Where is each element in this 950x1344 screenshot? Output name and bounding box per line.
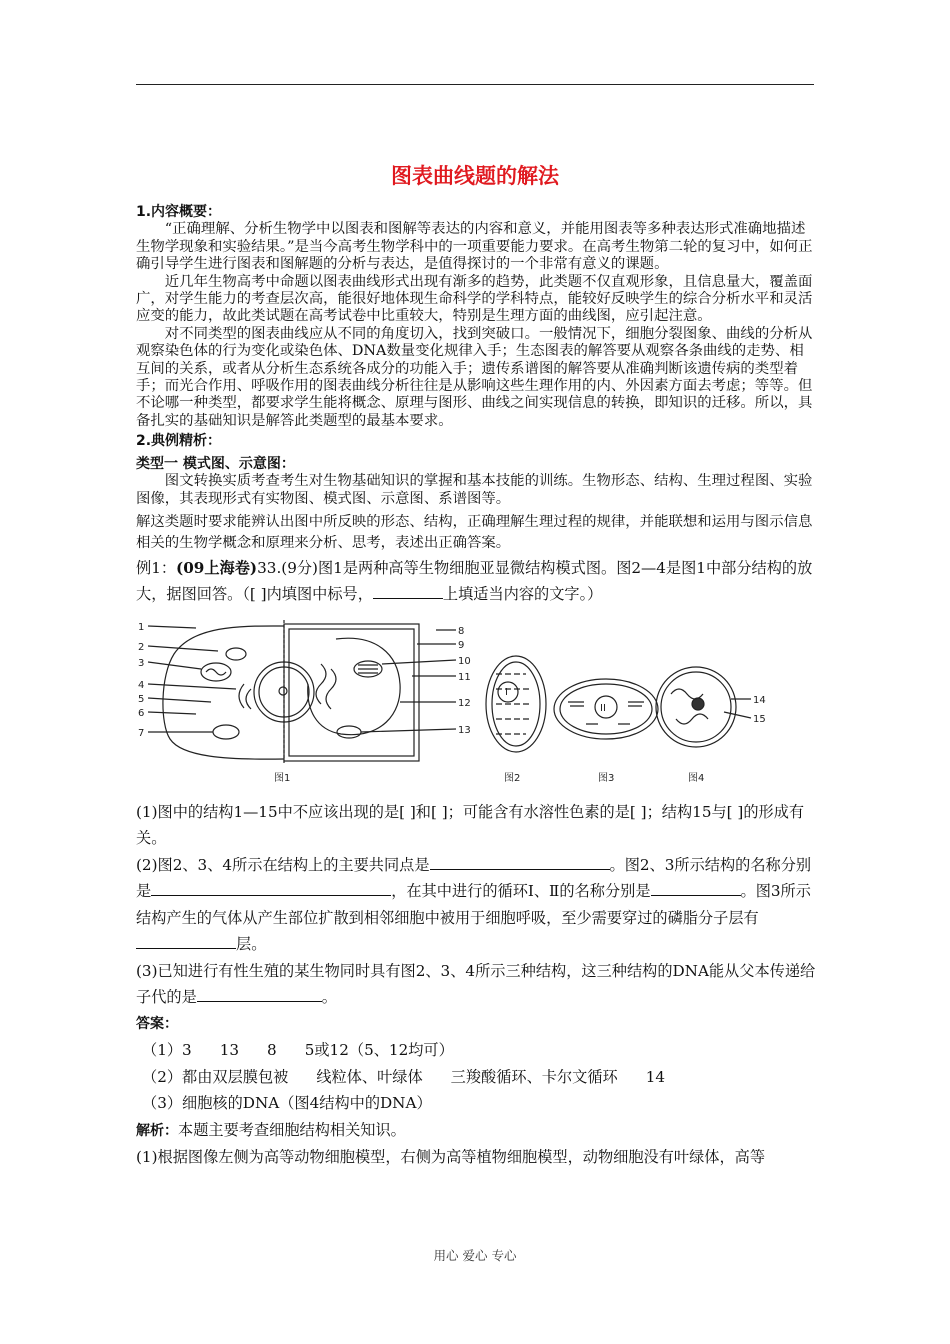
analysis bbox=[136, 1117, 816, 1145]
answer-1 bbox=[136, 1037, 816, 1064]
answer-1-part-2: 13 bbox=[219, 1041, 240, 1060]
caption-figure2: 图2 bbox=[504, 772, 521, 784]
label-6: 6 bbox=[138, 707, 145, 719]
section1-paragraph-3: 对不同类型的图表曲线应从不同的角度切入，找到突破口。一般情况下，细胞分裂图象、曲线的分析从观察染色体的行为变化或染色体、DNA数量变化规律入手；生态图表的解答要从观察各条曲线的走势、相互间的关系，或者从分析生态系统各成分的功能入手；遗传系谱图的解答要从准确判断该遗传病的类型着手；而光合作用、呼吸作用的图表曲线分析往往是从影响这些生理作用的内、外因素方面去考虑；等等。但不论哪一种类型，都要求学生能将概念、原理与图形、曲线之间实现信息的转换，即知识的迁移。所以，具备扎实的基础知识是解答此类题型的最基本要求。 bbox=[136, 325, 813, 429]
answers-heading: 答案： bbox=[136, 1015, 178, 1032]
type1-paragraph-1: 图文转换实质考查考生对生物基础知识的掌握和基本技能的训练。生物形态、结构、生理过程图、实验图像，其表现形式有实物图、模式图、示意图、系谱图等。 bbox=[136, 473, 813, 507]
q2-blank-2 bbox=[151, 881, 391, 896]
q2-blank-4 bbox=[136, 934, 236, 949]
label-11: 11 bbox=[458, 671, 471, 683]
label-14: 14 bbox=[753, 694, 766, 706]
q3-part-b: 。 bbox=[321, 988, 337, 1007]
label-10: 10 bbox=[458, 655, 471, 667]
q2-part-c: ，在其中进行的循环Ⅰ、Ⅱ的名称分别是 bbox=[391, 882, 651, 901]
label-5: 5 bbox=[138, 693, 145, 705]
answer-2-part-1: （2）都由双层膜包被 bbox=[142, 1067, 289, 1086]
answer-2 bbox=[136, 1064, 816, 1091]
answer-blank bbox=[373, 584, 443, 599]
question-1: (1)图中的结构1—15中不应该出现的是[ ]和[ ]；可能含有水溶性色素的是[ ]；结构15与[ ]的形成有关。 bbox=[136, 802, 805, 848]
analysis-heading: 解析： bbox=[136, 1122, 178, 1139]
q2-part-a: (2)图2、3、4所示在结构上的主要共同点是 bbox=[136, 855, 430, 874]
cell-structure-figure bbox=[136, 614, 816, 789]
q3-part-a: (3)已知进行有性生殖的某生物同时具有图2、3、4所示三种结构，这三种结构的DNA能从父本传递给子代的是 bbox=[136, 961, 816, 1007]
roman-I: I bbox=[505, 686, 508, 698]
vacuole bbox=[308, 638, 400, 734]
question-2 bbox=[136, 852, 816, 958]
label-2: 2 bbox=[138, 641, 145, 653]
answer-2-part-4: 14 bbox=[645, 1067, 666, 1086]
q2-part-b: 。图2、3所示结构的名称分别是 bbox=[136, 855, 812, 901]
header-rule bbox=[136, 84, 814, 85]
figure-drawing bbox=[136, 614, 816, 789]
example-prefix: 例1： bbox=[136, 558, 177, 577]
example-text-a: 33.(9分)图1是两种高等生物细胞亚显微结构模式图。图2—4是图1中部分结构的放大，据图回答。（[ ]内填图中标号， bbox=[136, 558, 813, 604]
caption-figure1: 图1 bbox=[274, 772, 291, 784]
example-1 bbox=[136, 555, 816, 608]
q2-blank-1 bbox=[430, 855, 610, 870]
answer-2-part-2: 线粒体、叶绿体 bbox=[316, 1067, 423, 1086]
caption-figure3: 图3 bbox=[598, 772, 615, 784]
roman-II: II bbox=[600, 702, 606, 714]
golgi-left bbox=[213, 725, 239, 739]
label-15: 15 bbox=[753, 713, 766, 725]
page-footer: 用心 爱心 专心 bbox=[433, 1248, 517, 1263]
label-3: 3 bbox=[138, 657, 145, 669]
label-1: 1 bbox=[138, 621, 145, 633]
section1-heading: 1.内容概要： bbox=[136, 204, 222, 220]
label-8: 8 bbox=[458, 625, 465, 637]
caption-figure4: 图4 bbox=[688, 772, 705, 784]
document-body bbox=[136, 204, 816, 1171]
answer-1-part-1: （1）3 bbox=[142, 1041, 192, 1060]
label-13: 13 bbox=[458, 724, 471, 736]
section1-paragraph-2: 近几年生物高考中命题以图表曲线形式出现有渐多的趋势，此类题不仅直观形象，且信息量大，覆盖面广，对学生能力的考查层次高，能很好地体现生命科学的学科特点，能较好反映学生的综合分析水平和灵活应变的能力，故此类试题在高考试卷中比重较大，特别是生理方面的曲线图，应引起注意。 bbox=[136, 273, 813, 325]
label-9: 9 bbox=[458, 639, 465, 651]
centrosome bbox=[226, 648, 246, 660]
analysis-text: 本题主要考查细胞结构相关知识。 bbox=[178, 1120, 406, 1139]
label-12: 12 bbox=[458, 697, 471, 709]
mitochondrion-right bbox=[337, 726, 361, 738]
plant-cell-wall bbox=[284, 624, 419, 761]
page-title: 图表曲线题的解法 bbox=[391, 164, 559, 188]
nucleolus bbox=[279, 687, 287, 695]
q3-blank bbox=[197, 987, 322, 1002]
section2-heading: 2.典例精析： bbox=[136, 433, 222, 450]
analysis-paragraph-1: (1)根据图像左侧为高等动物细胞模型，右侧为高等植物细胞模型，动物细胞没有叶绿体，高等 bbox=[136, 1148, 766, 1167]
example-source: (09上海卷) bbox=[176, 558, 258, 577]
section1-paragraph-1: “正确理解、分析生物学中以图表和图解等表达的内容和意义，并能用图表等多种表达形式准确地描述生物学现象和实验结果。”是当今高考生物学科中的一项重要能力要求。在高考生物第二轮的复习中，如何正确引导学生进行图表和图解题的分析与表达，是值得探讨的一个非常有意义的课题。 bbox=[136, 221, 813, 273]
answer-3: （3）细胞核的DNA（图4结构中的DNA） bbox=[142, 1094, 432, 1113]
answer-1-part-4: 5或12（5、12均可） bbox=[304, 1041, 454, 1060]
answer-2-part-3: 三羧酸循环、卡尔文循环 bbox=[450, 1067, 618, 1086]
q2-blank-3 bbox=[651, 881, 741, 896]
label-7: 7 bbox=[138, 727, 145, 739]
type1-heading: 类型一 模式图、示意图： bbox=[136, 455, 295, 472]
q2-part-d: 。图3所示结构产生的气体从产生部位扩散到相邻细胞中被用于细胞呼吸，至少需要穿过的磷脂分子层有 bbox=[136, 882, 811, 927]
question-3 bbox=[136, 958, 816, 1011]
type1-paragraph-2: 解这类题时要求能辨认出图中所反映的形态、结构，正确理解生理过程的规律，并能联想和运用与图示信息相关的生物学概念和原理来分析、思考，表述出正确答案。 bbox=[136, 513, 813, 551]
label-4: 4 bbox=[138, 679, 145, 691]
answer-1-part-3: 8 bbox=[267, 1041, 277, 1060]
example-text-b: 上填适当内容的文字。） bbox=[442, 585, 603, 604]
endoplasmic-reticulum bbox=[316, 664, 326, 704]
figure3-chloroplast bbox=[554, 679, 658, 739]
q2-part-e: 层。 bbox=[236, 935, 267, 954]
